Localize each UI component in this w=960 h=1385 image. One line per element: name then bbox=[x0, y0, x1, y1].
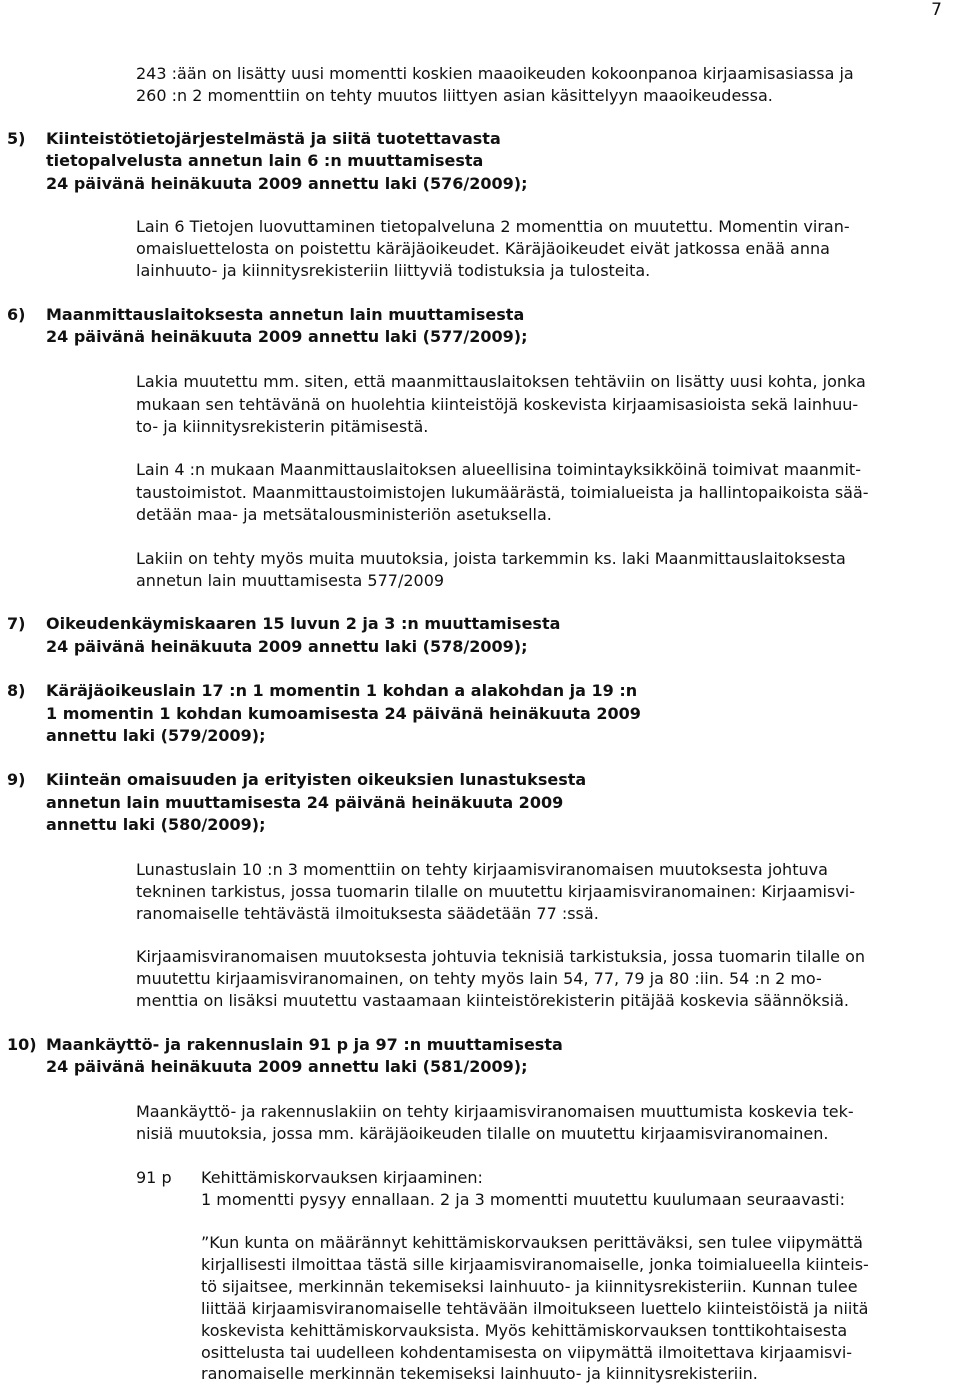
paragraph-line: Kirjaamisviranomaisen muutoksesta johtuvia teknisiä tarkistuksia, jossa tuomarin tilalle on bbox=[136, 947, 866, 966]
section-number: 6) bbox=[7, 305, 26, 324]
quote-line: tö sijaitsee, merkinnän tekemiseksi lainhuuto- ja kiinnitysrekisteriin. Kunnan tulee bbox=[201, 1277, 858, 1296]
section-heading-line: annettu laki (579/2009); bbox=[46, 726, 266, 745]
quote-line: ranomaiselle merkinnän tekemiseksi lainhuuto- ja kiinnitysrekisteriin. bbox=[201, 1364, 758, 1383]
quote-line: ”Kun kunta on määrännyt kehittämiskorvauksen perittäväksi, sen tulee viipymättä bbox=[201, 1233, 863, 1252]
paragraph-line: annetun lain muuttamisesta 577/2009 bbox=[136, 571, 445, 590]
paragraph-line: 243 :ään on lisätty uusi momentti koskien maaoikeuden kokoonpanoa kirjaamisasiassa ja bbox=[136, 64, 854, 83]
page-number: 7 bbox=[931, 0, 942, 20]
section-heading-line: 1 momentin 1 kohdan kumoamisesta 24 päivänä heinäkuuta 2009 bbox=[46, 704, 641, 723]
paragraph-line: mukaan sen tehtävänä on huolehtia kiinteistöjä koskevista kirjaamisasioista sekä lainhuu- bbox=[136, 395, 859, 414]
paragraph-line: Lunastuslain 10 :n 3 momenttiin on tehty kirjaamisviranomaisen muutoksesta johtuva bbox=[136, 860, 828, 879]
section-number: 9) bbox=[7, 770, 26, 789]
section-heading-line: Maanmittauslaitoksesta annetun lain muuttamisesta bbox=[46, 305, 525, 324]
section-heading-line: tietopalvelusta annetun lain 6 :n muuttamisesta bbox=[46, 151, 484, 170]
section-heading-line: Kiinteän omaisuuden ja erityisten oikeuksien lunastuksesta bbox=[46, 770, 587, 789]
paragraph-line: tekninen tarkistus, jossa tuomarin tilalle on muutettu kirjaamisviranomainen: Kirjaamisvi- bbox=[136, 882, 856, 901]
paragraph-line: muutettu kirjaamisviranomainen, on tehty myös lain 54, 77, 79 ja 80 :iin. 54 :n 2 mo- bbox=[136, 969, 822, 988]
section-heading-line: 24 päivänä heinäkuuta 2009 annettu laki (576/2009); bbox=[46, 174, 528, 193]
paragraph-line: detään maa- ja metsätalousministeriön asetuksella. bbox=[136, 505, 552, 524]
section-heading-line: annetun lain muuttamisesta 24 päivänä heinäkuuta 2009 bbox=[46, 793, 564, 812]
section-heading-line: 24 päivänä heinäkuuta 2009 annettu laki (578/2009); bbox=[46, 637, 528, 656]
section-heading-line: 24 päivänä heinäkuuta 2009 annettu laki (581/2009); bbox=[46, 1057, 528, 1076]
paragraph-line: Lakia muutettu mm. siten, että maanmittauslaitoksen tehtäviin on lisätty uusi kohta, jonka bbox=[136, 372, 866, 391]
paragraph-line: 260 :n 2 momenttiin on tehty muutos liittyen asian käsittelyyn maaoikeudessa. bbox=[136, 86, 773, 105]
quote-line: kirjallisesti ilmoittaa tästä sille kirjaamisviranomaiselle, jonka toimialueella kiinteis- bbox=[201, 1255, 869, 1274]
paragraph-line: Lakiin on tehty myös muita muutoksia, joista tarkemmin ks. laki Maanmittauslaitoksesta bbox=[136, 549, 846, 568]
section-number: 8) bbox=[7, 681, 26, 700]
paragraph-line: Kehittämiskorvauksen kirjaaminen: bbox=[201, 1168, 483, 1187]
quote-line: osittelusta tai uudelleen kohdentamisesta on viipymättä ilmoitettava kirjaamisvi- bbox=[201, 1343, 853, 1362]
paragraph-line: omaisluettelosta on poistettu käräjäoikeudet. Käräjäoikeudet eivät jatkossa enää anna bbox=[136, 239, 830, 258]
paragraph-line: menttia on lisäksi muutettu vastaamaan kiinteistörekisterin pitäjää koskevia säännöksiä. bbox=[136, 991, 849, 1010]
paragraph-line: Maankäyttö- ja rakennuslakiin on tehty kirjaamisviranomaisen muuttumista koskevia tek- bbox=[136, 1102, 854, 1121]
paragraph-line: to- ja kiinnitysrekisterin pitämisestä. bbox=[136, 417, 429, 436]
paragraph-line: Lain 4 :n mukaan Maanmittauslaitoksen alueellisina toimintayksikköinä toimivat maanmit- bbox=[136, 460, 861, 479]
section-heading-line: Maankäyttö- ja rakennuslain 91 p ja 97 :n muuttamisesta bbox=[46, 1035, 563, 1054]
section-number: 7) bbox=[7, 614, 26, 633]
paragraph-line: lainhuuto- ja kiinnitysrekisteriin liittyviä todistuksia ja tulosteita. bbox=[136, 261, 651, 280]
paragraph-line: Lain 6 Tietojen luovuttaminen tietopalveluna 2 momenttia on muutettu. Momentin viran- bbox=[136, 217, 850, 236]
paragraph-line: 1 momentti pysyy ennallaan. 2 ja 3 momentti muutettu kuulumaan seuraavasti: bbox=[201, 1190, 845, 1209]
section-heading-line: 24 päivänä heinäkuuta 2009 annettu laki (577/2009); bbox=[46, 327, 528, 346]
section-heading-line: Käräjäoikeuslain 17 :n 1 momentin 1 kohdan a alakohdan ja 19 :n bbox=[46, 681, 638, 700]
section-heading-line: Kiinteistötietojärjestelmästä ja siitä tuotettavasta bbox=[46, 129, 501, 148]
quote-line: liittää kirjaamisviranomaiselle tehtävään ilmoitukseen luettelo kiinteistöistä ja niitä bbox=[201, 1299, 869, 1318]
quote-line: koskevista kehittämiskorvauksista. Myös kehittämiskorvauksen tonttikohtaisesta bbox=[201, 1321, 848, 1340]
paragraph-line: taustoimistot. Maanmittaustoimistojen lukumäärästä, toimialueista ja hallintopaikoista sää- bbox=[136, 483, 869, 502]
section-heading-line: annettu laki (580/2009); bbox=[46, 815, 266, 834]
section-heading-line: Oikeudenkäymiskaaren 15 luvun 2 ja 3 :n muuttamisesta bbox=[46, 614, 561, 633]
paragraph-line: ranomaiselle tehtävästä ilmoituksesta säädetään 77 :ssä. bbox=[136, 904, 599, 923]
section-number: 5) bbox=[7, 129, 26, 148]
section-number: 10) bbox=[7, 1035, 37, 1054]
section-label: 91 p bbox=[136, 1168, 172, 1187]
paragraph-line: nisiä muutoksia, jossa mm. käräjäoikeuden tilalle on muutettu kirjaamisviranomainen. bbox=[136, 1124, 829, 1143]
